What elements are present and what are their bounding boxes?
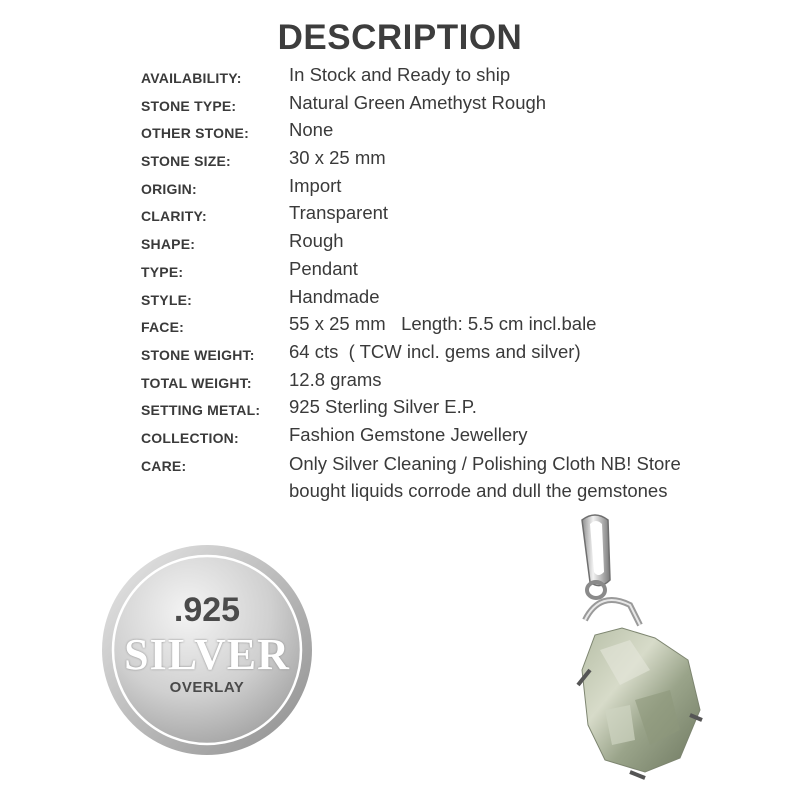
spec-value: 64 cts ( TCW incl. gems and silver) <box>289 340 581 362</box>
spec-label: CARE: <box>141 457 187 474</box>
spec-row-stone-type <box>141 92 741 120</box>
spec-label: STONE TYPE: <box>141 97 237 114</box>
spec-label: CLARITY: <box>141 208 207 225</box>
spec-label: OTHER STONE: <box>141 125 249 142</box>
spec-value: Rough <box>289 230 344 252</box>
spec-value: Transparent <box>289 202 389 224</box>
page-title: DESCRIPTION <box>277 18 523 57</box>
badge-finish: OVERLAY <box>169 679 245 696</box>
spec-row-clarity <box>141 202 741 230</box>
spec-value: Only Silver Cleaning / Polishing Cloth NB! Store bought liquids corrode and dull the gemstones <box>289 452 681 502</box>
spec-label: FACE: <box>141 319 184 336</box>
pendant-image-icon <box>560 510 710 790</box>
badge-purity: .925 <box>173 591 241 629</box>
spec-label: TOTAL WEIGHT: <box>141 374 252 391</box>
spec-row-setting-metal <box>141 396 741 424</box>
badge-metal: SILVER <box>124 630 290 679</box>
spec-label: STONE SIZE: <box>141 153 231 170</box>
spec-label: AVAILABILITY: <box>141 70 242 86</box>
spec-row-collection <box>141 424 741 452</box>
spec-label: STONE WEIGHT: <box>141 346 255 363</box>
spec-value: None <box>289 119 334 141</box>
silver-overlay-badge <box>100 543 314 757</box>
spec-value: 925 Sterling Silver E.P. <box>289 396 477 418</box>
spec-value: Import <box>289 174 342 196</box>
spec-row-stone-weight <box>141 341 741 369</box>
spec-label: STYLE: <box>141 291 192 308</box>
spec-value: Pendant <box>289 257 358 279</box>
spec-row-stone-size <box>141 147 741 175</box>
spec-label: COLLECTION: <box>141 429 239 446</box>
spec-label: ORIGIN: <box>141 180 197 197</box>
spec-label: SHAPE: <box>141 236 196 253</box>
spec-row-total-weight <box>141 369 741 397</box>
spec-row-shape <box>141 230 741 258</box>
spec-row-care <box>141 452 741 502</box>
spec-value: Handmade <box>289 285 380 307</box>
spec-value: In Stock and Ready to ship <box>289 64 511 85</box>
spec-value: 12.8 grams <box>289 368 382 390</box>
spec-value: Natural Green Amethyst Rough <box>289 91 547 113</box>
spec-row-availability <box>141 64 741 92</box>
spec-row-origin <box>141 175 741 203</box>
spec-value: Fashion Gemstone Jewellery <box>289 423 528 445</box>
spec-list <box>141 64 741 502</box>
spec-value: 55 x 25 mm Length: 5.5 cm incl.bale <box>289 313 597 335</box>
spec-row-style <box>141 286 741 314</box>
spec-row-type <box>141 258 741 286</box>
spec-row-face <box>141 313 741 341</box>
spec-label: SETTING METAL: <box>141 402 261 419</box>
spec-row-other-stone <box>141 119 741 147</box>
spec-label: TYPE: <box>141 263 184 280</box>
spec-value: 30 x 25 mm <box>289 147 386 169</box>
pendant-photo <box>560 510 710 790</box>
